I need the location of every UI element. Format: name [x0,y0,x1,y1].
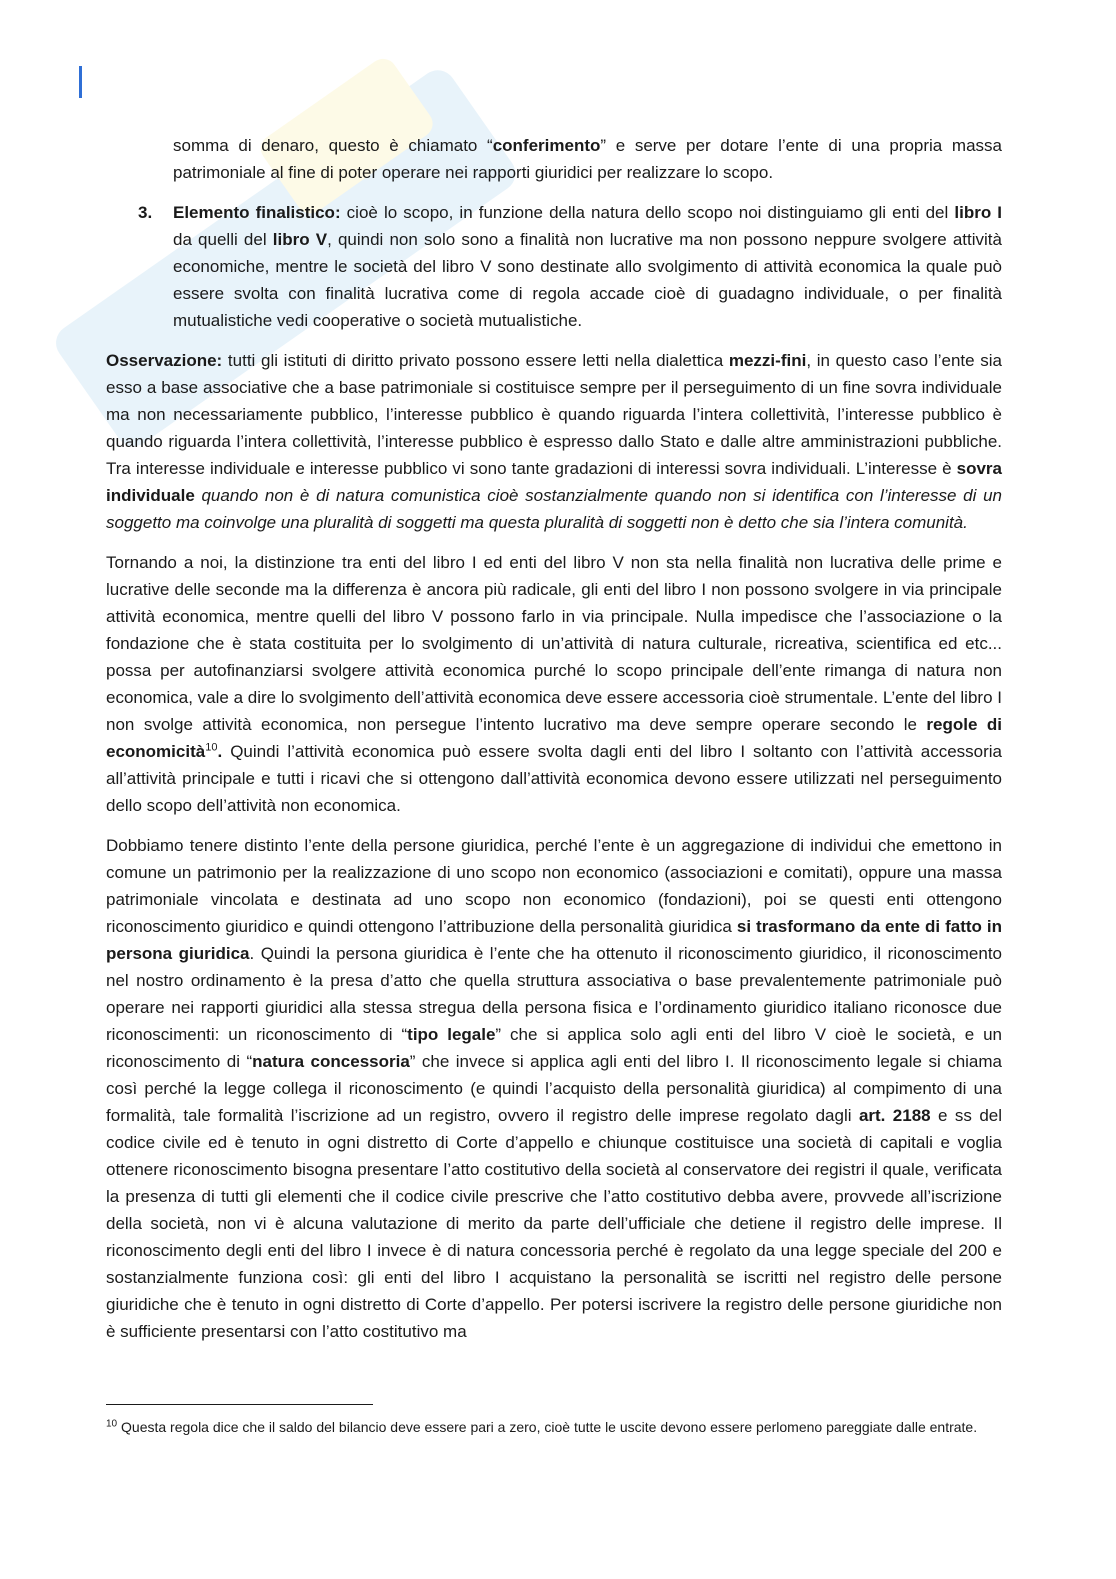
footnote [106,1416,1002,1439]
list-item-3: 3. Elemento finalistico: cioè lo scopo, in funzione della natura dello scopo noi distinguiamo gli enti del libro I da quelli del libro V, quindi non solo sono a finalità non lucrative ma non possono neppure svolgere attività economiche, mentre le società del libro V sono destinate allo svolgimento di attività economica la quale può essere svolta con finalità lucrativa come di regola accade cioè di guadagno individuale, o per finalità mutualistiche vedi cooperative o società mutualistiche. [106,199,1002,334]
paragraph-osservazione: Osservazione: tutti gli istituti di diritto privato possono essere letti nella dialettica mezzi-fini, in questo caso l’ente sia esso a base associative che a base patrimoniale si costituisce sempre per il perseguimento di un fine sovra individuale ma non necessariamente pubblico, l’interesse pubblico è quando riguarda l’intera collettività, l’interesse pubblico è quando riguarda l’intera collettività, l’interesse pubblico è espresso dallo Stato e dalle altre amministrazioni pubbliche. Tra interesse individuale e interesse pubblico vi sono tante gradazioni di interessi sovra individuali. L’interesse è sovra individuale quando non è di natura comunistica cioè sostanzialmente quando non si identifica con l’interesse di un soggetto ma coinvolge una pluralità di soggetti ma questa pluralità di soggetti non è detto che sia l’intera comunità. [106,351,1002,532]
footnote-separator [106,1404,373,1405]
footnote-number: 10 [106,1418,118,1430]
document-body [106,132,1002,1358]
paragraph-tornando: Tornando a noi, la distinzione tra enti del libro I ed enti del libro V non sta nella finalità non lucrativa delle prime e lucrative delle seconde ma la differenza è ancora più radicale, gli enti del libro I non possono svolgere in via principale attività economica, mentre quelli del libro V possono farlo in via principale. Nulla impedisce che l’associazione o la fondazione che è stata costituita per lo svolgimento di un’attività di natura culturale, ricreativa, scientifica ed etc... possa per autofinanziarsi svolgere attività economica purché lo scopo principale dell’ente rimanga di natura non economica, vale a dire lo svolgimento dell’attività economica deve essere accessoria cioè strumentale. L’ente del libro I non svolge attività economica, non persegue l’intento lucrativo ma deve sempre operare secondo le regole di economicità$^{10}$. Quindi l’attività economica può essere svolta dagli enti del libro I soltanto con l’attività accessoria all’attività principale e tutti i ricavi che si ottengono dall’attività economica devono essere utilizzati nel perseguimento dello scopo dell’attività non economica. [106,553,1002,815]
footnote-text: Questa regola dice che il saldo del bilancio deve essere pari a zero, cioè tutte le uscite devono essere perlomeno pareggiate dalle entrate. [117,1419,978,1435]
list-number: 3. [138,203,153,222]
list-item-continuation: somma di denaro, questo è chiamato “conferimento” e serve per dotare l’ente di una propria massa patrimoniale al fine di poter operare nei rapporti giuridici per realizzare lo scopo. [173,136,1002,182]
text-cursor [79,66,82,98]
footnote-ref[interactable]: 10 [205,741,218,754]
paragraph-dobbiamo: Dobbiamo tenere distinto l’ente della persone giuridica, perché l’ente è un aggregazione di individui che emettono in comune un patrimonio per la realizzazione di uno scopo non economico (associazioni e comitati), oppure una massa patrimoniale vincolata e destinata ad uno scopo non economico (fondazioni), poi se questi enti ottengono riconoscimento giuridico e quindi ottengono l’attribuzione della personalità giuridica si trasformano da ente di fatto in persona giuridica. Quindi la persona giuridica è l’ente che ha ottenuto il riconoscimento giuridico, il riconoscimento nel nostro ordinamento è la presa d’atto che quella struttura associativa o base prevalentemente patrimoniale può operare nei rapporti giuridici alla stessa stregua della persona fisica e l’ordinamento giuridico italiano riconosce due riconoscimenti: un riconoscimento di “tipo legale” che si applica solo agli enti del libro V cioè le società, e un riconoscimento di “natura concessoria” che invece si applica agli enti del libro I. Il riconoscimento legale si chiama così perché la legge collega il riconoscimento (e quindi l’acquisto della personalità giuridica) al compimento di una formalità, tale formalità l’iscrizione ad un registro, ovvero il registro delle imprese regolato dagli art. 2188 e ss del codice civile ed è tenuto in ogni distretto di Corte d’appello e chiunque costituisce una società di capitali e voglia ottenere riconoscimento bisogna presentare l’atto costitutivo della società al conservatore dei registri il quale, verificata la presenza di tutti gli elementi che il codice civile prescrive che l’atto costitutivo debba avere, provvede all’iscrizione della società, non vi è alcuna valutazione di merito da parte dell’ufficiale che detiene il registro delle imprese. Il riconoscimento degli enti del libro I invece è di natura concessoria perché è regolato da una legge speciale del 200 e sostanzialmente funziona così: gli enti del libro I acquistano la personalità se iscritti nel registro delle persone giuridiche che è tenuto in ogni distretto di Corte d’appello. Per potersi iscrivere la registro delle persone giuridiche non è sufficiente presentarsi con l’atto costitutivo ma [106,836,1003,1341]
